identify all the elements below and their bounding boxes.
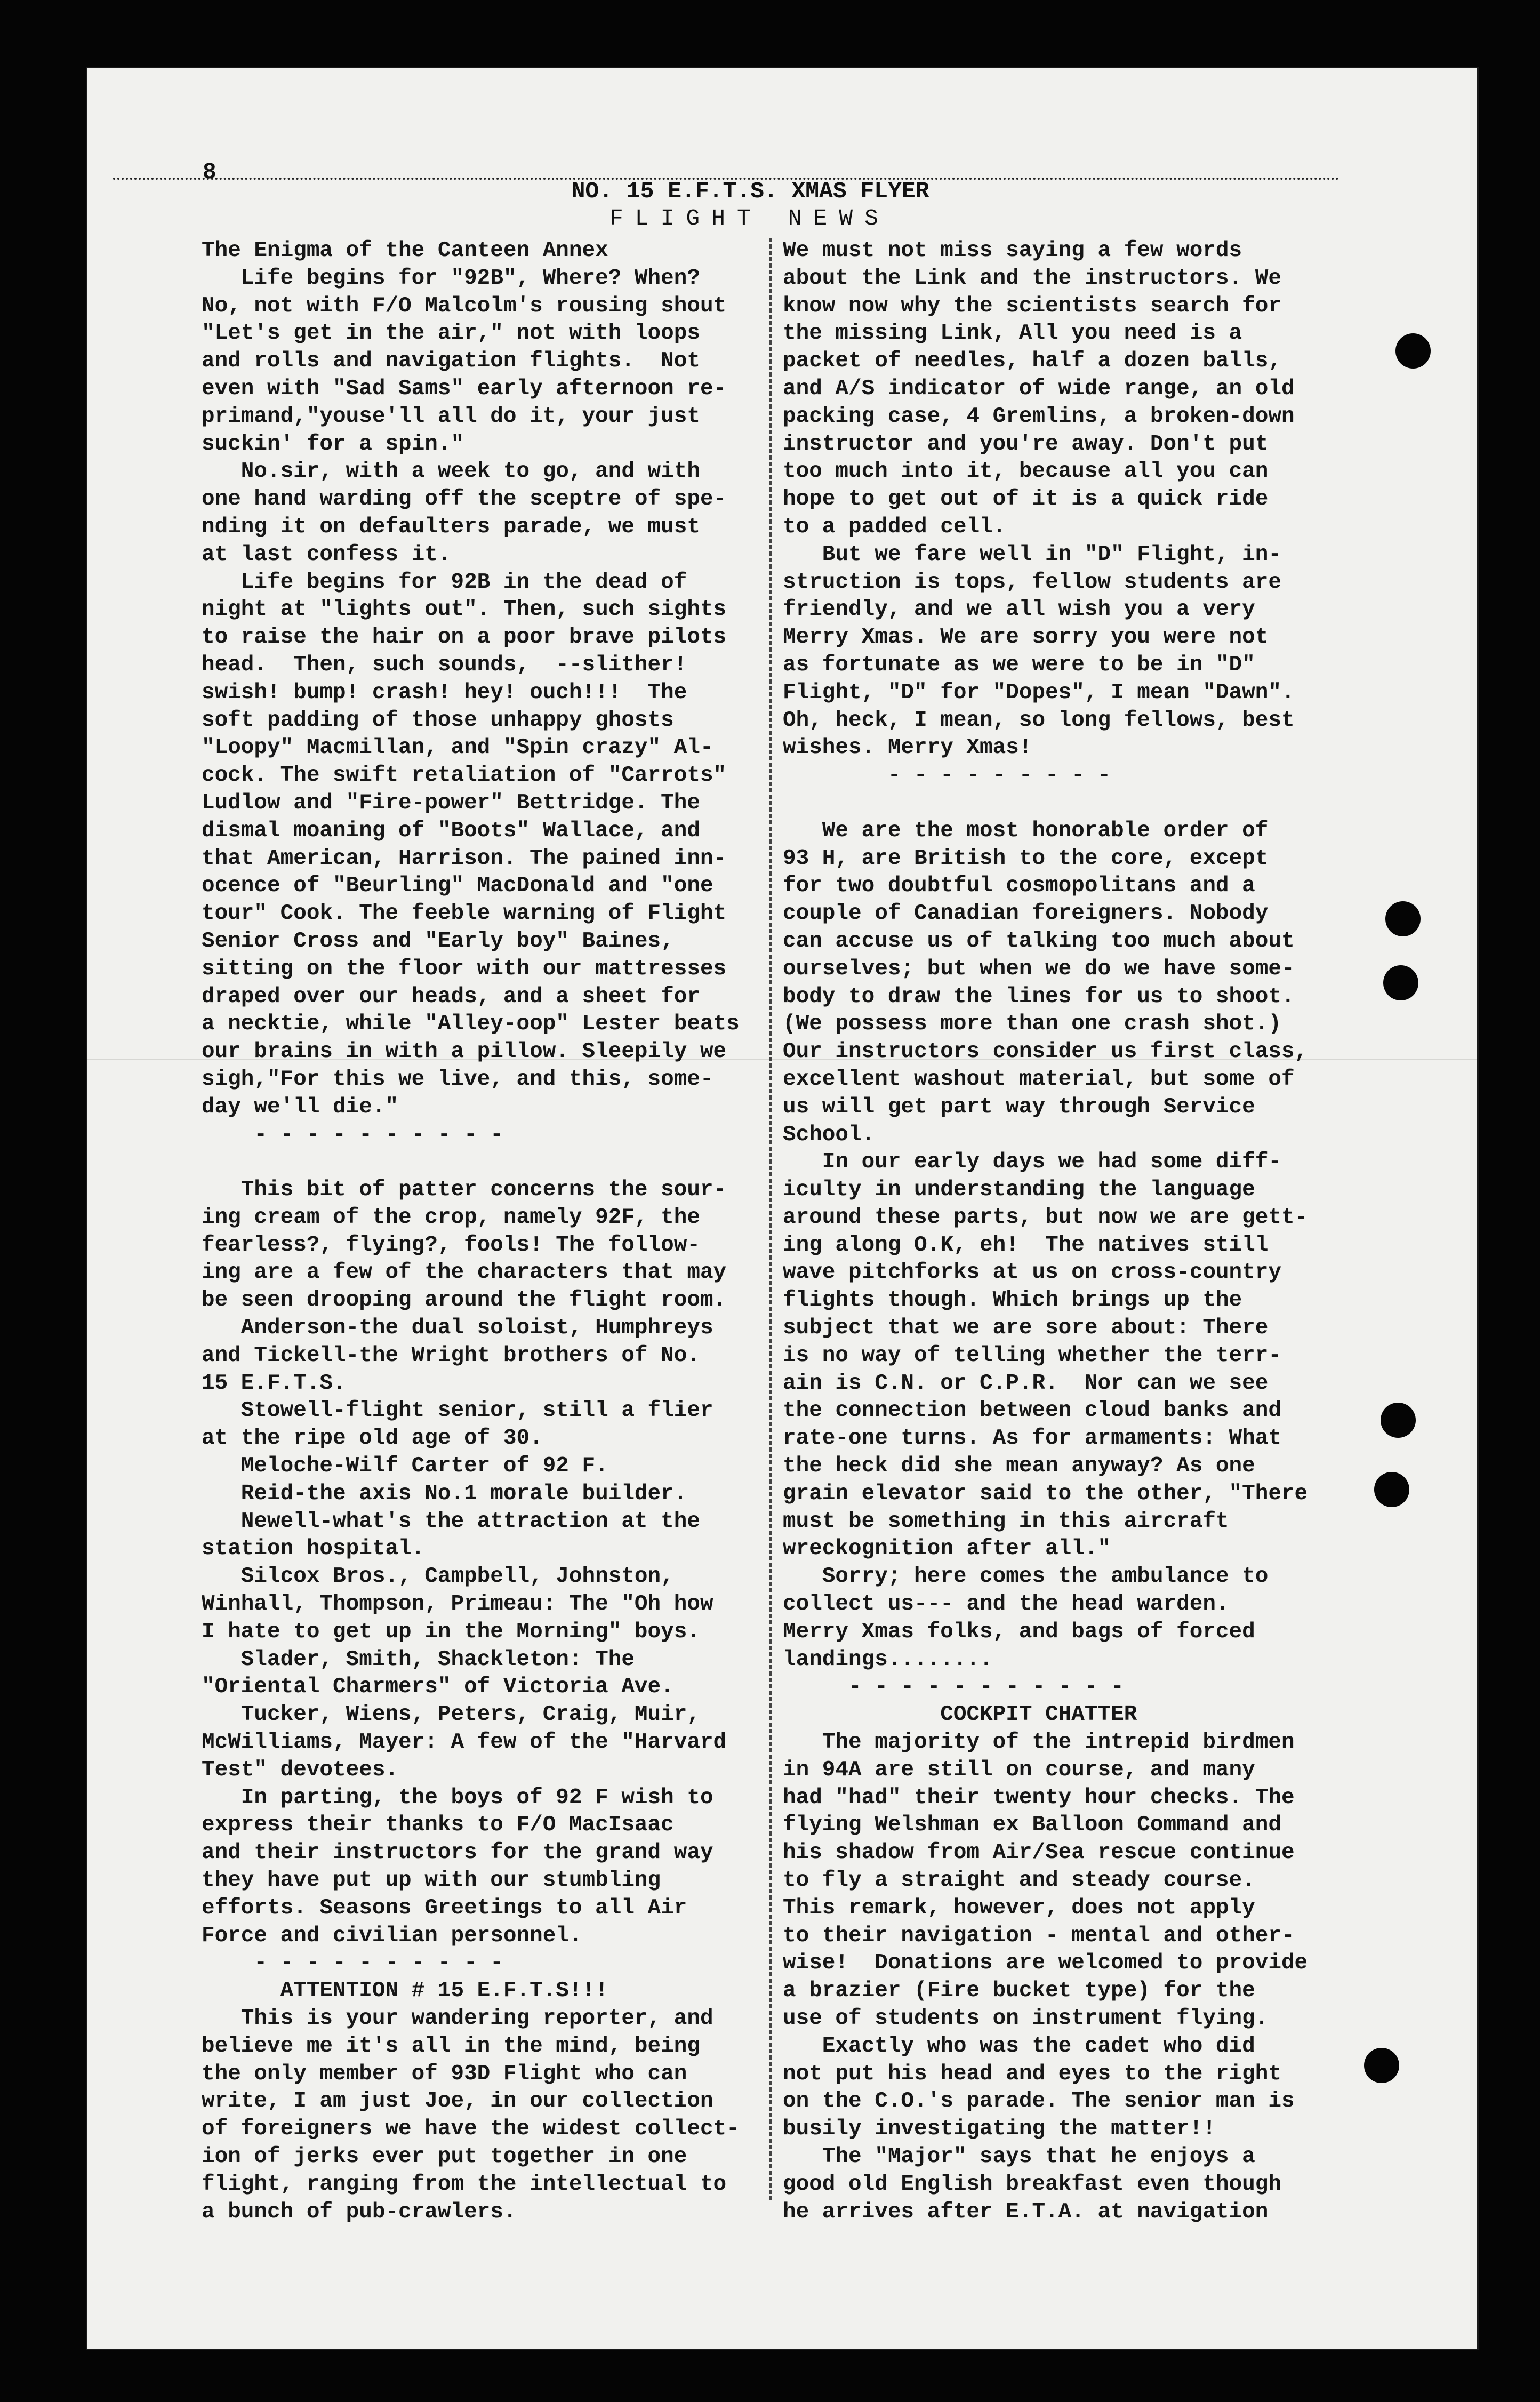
text-line: landings........ xyxy=(783,1647,993,1672)
text-line: the heck did she mean anyway? As one xyxy=(783,1454,1255,1479)
text-line: "Let's get in the air," not with loops xyxy=(202,321,700,346)
text-line: had "had" their twenty hour checks. The xyxy=(783,1785,1295,1810)
text-line: This remark, however, does not apply xyxy=(783,1895,1255,1920)
text-line: Our instructors consider us first class, xyxy=(783,1039,1308,1064)
text-line: I hate to get up in the Morning" boys. xyxy=(202,1619,700,1644)
text-line: Merry Xmas. We are sorry you were not xyxy=(783,625,1269,650)
text-line: for two doubtful cosmopolitans and a xyxy=(783,874,1255,899)
text-line: in 94A are still on course, and many xyxy=(783,1757,1255,1782)
text-line: Test" devotees. xyxy=(202,1757,399,1782)
text-line: good old English breakfast even though xyxy=(783,2172,1281,2197)
text-line: couple of Canadian foreigners. Nobody xyxy=(783,901,1269,926)
text-line: This bit of patter concerns the sour- xyxy=(202,1178,727,1203)
text-line: grain elevator said to the other, "There xyxy=(783,1481,1308,1506)
text-line: to raise the hair on a poor brave pilots xyxy=(202,625,727,650)
text-line: ocence of "Beurling" MacDonald and "one xyxy=(202,874,713,899)
text-line: and rolls and navigation flights. Not xyxy=(202,349,700,374)
text-line: - - - - - - - - - - - xyxy=(783,1675,1124,1700)
text-line: Newell-what's the attraction at the xyxy=(202,1509,700,1534)
text-line: he arrives after E.T.A. at navigation xyxy=(783,2199,1269,2224)
text-line: subject that we are sore about: There xyxy=(783,1316,1269,1341)
text-line: our brains in with a pillow. Sleepily we xyxy=(202,1039,727,1064)
newsletter-title-text: NO. 15 E.F.T.S. XMAS FLYER xyxy=(571,178,929,204)
text-line: and A/S indicator of wide range, an old xyxy=(783,376,1295,401)
text-line: COCKPIT CHATTER xyxy=(783,1702,1137,1727)
text-line: - - - - - - - - - - xyxy=(202,1122,503,1147)
punch-hole xyxy=(1364,2048,1399,2083)
text-line: write, I am just Joe, in our collection xyxy=(202,2089,713,2114)
text-line: sigh,"For this we live, and this, some- xyxy=(202,1067,713,1092)
text-line: rate-one turns. As for armaments: What xyxy=(783,1426,1281,1451)
text-line: wise! Donations are welcomed to provide xyxy=(783,1951,1308,1976)
text-line: Anderson-the dual soloist, Humphreys xyxy=(202,1316,713,1341)
text-line: day we'll die." xyxy=(202,1094,399,1119)
text-line: 15 E.F.T.S. xyxy=(202,1371,346,1396)
text-line: as fortunate as we were to be in "D" xyxy=(783,652,1255,677)
text-line: efforts. Seasons Greetings to all Air xyxy=(202,1895,687,1920)
text-line: must be something in this aircraft xyxy=(783,1509,1229,1534)
text-line: a necktie, while "Alley-oop" Lester beats xyxy=(202,1012,740,1037)
text-line: Life begins for 92B in the dead of xyxy=(202,570,687,595)
text-line: In our early days we had some diff- xyxy=(783,1150,1281,1175)
text-line: ion of jerks ever put together in one xyxy=(202,2144,687,2169)
text-line xyxy=(202,1149,756,1176)
text-line: Merry Xmas folks, and bags of forced xyxy=(783,1619,1255,1644)
right-column xyxy=(783,237,1337,2226)
text-line: Flight, "D" for "Dopes", I mean "Dawn". xyxy=(783,680,1295,705)
text-line: excellent washout material, but some of xyxy=(783,1067,1295,1092)
text-line: to their navigation - mental and other- xyxy=(783,1923,1295,1948)
text-line: hope to get out of it is a quick ride xyxy=(783,487,1269,512)
text-line: Stowell-flight senior, still a flier xyxy=(202,1398,713,1423)
text-line: to fly a straight and steady course. xyxy=(783,1868,1255,1893)
text-line: a brazier (Fire bucket type) for the xyxy=(783,1979,1255,2004)
text-line: station hospital. xyxy=(202,1536,425,1562)
text-line: Slader, Smith, Shackleton: The xyxy=(202,1647,635,1672)
text-line: to a padded cell. xyxy=(783,514,1006,539)
text-line: believe me it's all in the mind, being xyxy=(202,2033,700,2059)
text-line: swish! bump! crash! hey! ouch!!! The xyxy=(202,680,687,705)
text-line: soft padding of those unhappy ghosts xyxy=(202,708,674,733)
text-line: the only member of 93D Flight who can xyxy=(202,2061,687,2086)
text-line: iculty in understanding the language xyxy=(783,1178,1255,1203)
text-line: busily investigating the matter!! xyxy=(783,2117,1216,2142)
text-line: one hand warding off the sceptre of spe- xyxy=(202,487,727,512)
text-line: Force and civilian personnel. xyxy=(202,1923,582,1948)
text-line: Sorry; here comes the ambulance to xyxy=(783,1564,1269,1589)
punch-hole xyxy=(1385,901,1421,936)
text-line: fearless?, flying?, fools! The follow- xyxy=(202,1232,700,1258)
text-line: and Tickell-the Wright brothers of No. xyxy=(202,1343,700,1368)
text-line: (We possess more than one crash shot.) xyxy=(783,1012,1281,1037)
text-line: his shadow from Air/Sea rescue continue xyxy=(783,1840,1295,1865)
text-line: use of students on instrument flying. xyxy=(783,2006,1269,2031)
text-line: Senior Cross and "Early boy" Baines, xyxy=(202,928,674,954)
text-line: We must not miss saying a few words xyxy=(783,238,1242,263)
header-rule xyxy=(113,178,1340,180)
text-line: The "Major" says that he enjoys a xyxy=(783,2144,1255,2169)
text-line: flight, ranging from the intellectual to xyxy=(202,2172,727,2197)
text-line: In parting, the boys of 92 F wish to xyxy=(202,1785,713,1810)
text-line: Life begins for "92B", Where? When? xyxy=(202,266,700,291)
text-line: of foreigners we have the widest collect- xyxy=(202,2117,740,2142)
text-line: the missing Link, All you need is a xyxy=(783,321,1242,346)
text-line: No, not with F/O Malcolm's rousing shout xyxy=(202,293,727,318)
text-line: at last confess it. xyxy=(202,542,451,567)
text-line: primand,"youse'll all do it, your just xyxy=(202,404,700,429)
text-line: on the C.O.'s parade. The senior man is xyxy=(783,2089,1295,2114)
text-line: School. xyxy=(783,1122,875,1147)
text-line: can accuse us of talking too much about xyxy=(783,928,1295,954)
text-line: McWilliams, Mayer: A few of the "Harvard xyxy=(202,1730,727,1755)
text-line: tour" Cook. The feeble warning of Flight xyxy=(202,901,727,926)
text-line: collect us--- and the head warden. xyxy=(783,1592,1229,1617)
text-line: is no way of telling whether the terr- xyxy=(783,1343,1281,1368)
punch-hole xyxy=(1381,1403,1416,1438)
text-line: express their thanks to F/O MacIsaac xyxy=(202,1813,674,1838)
text-line: body to draw the lines for us to shoot. xyxy=(783,984,1295,1009)
text-line: 93 H, are British to the core, except xyxy=(783,846,1269,871)
text-line: head. Then, such sounds, --slither! xyxy=(202,652,687,677)
section-title: FLIGHT NEWS xyxy=(609,205,890,231)
text-line: cock. The swift retaliation of "Carrots" xyxy=(202,763,727,788)
text-line: wishes. Merry Xmas! xyxy=(783,735,1032,760)
text-line: friendly, and we all wish you a very xyxy=(783,597,1255,622)
text-line: us will get part way through Service xyxy=(783,1094,1255,1119)
text-line: sitting on the floor with our mattresses xyxy=(202,956,727,981)
text-line: ing are a few of the characters that may xyxy=(202,1260,727,1285)
text-line: flying Welshman ex Balloon Command and xyxy=(783,1813,1281,1838)
text-line: - - - - - - - - - - xyxy=(202,1951,503,1976)
text-line: be seen drooping around the flight room. xyxy=(202,1288,727,1313)
text-line: instructor and you're away. Don't put xyxy=(783,431,1269,457)
text-line: Winhall, Thompson, Primeau: The "Oh how xyxy=(202,1592,713,1617)
text-line: "Loopy" Macmillan, and "Spin crazy" Al- xyxy=(202,735,713,760)
text-line: Reid-the axis No.1 morale builder. xyxy=(202,1481,687,1506)
text-line: they have put up with our stumbling xyxy=(202,1868,661,1893)
text-line: ourselves; but when we do we have some- xyxy=(783,956,1295,981)
text-line: about the Link and the instructors. We xyxy=(783,266,1281,291)
text-line: that American, Harrison. The pained inn- xyxy=(202,846,727,871)
punch-hole xyxy=(1395,333,1431,369)
text-line: wave pitchforks at us on cross-country xyxy=(783,1260,1281,1285)
text-line: Exactly who was the cadet who did xyxy=(783,2033,1255,2059)
text-line: night at "lights out". Then, such sights xyxy=(202,597,727,622)
text-line: packet of needles, half a dozen balls, xyxy=(783,349,1281,374)
text-line: Ludlow and "Fire-power" Bettridge. The xyxy=(202,790,700,815)
text-line: This is your wandering reporter, and xyxy=(202,2006,713,2031)
text-line: even with "Sad Sams" early afternoon re- xyxy=(202,376,727,401)
text-line: packing case, 4 Gremlins, a broken-down xyxy=(783,404,1295,429)
text-line: ATTENTION # 15 E.F.T.S!!! xyxy=(202,1979,608,2004)
text-line: not put his head and eyes to the right xyxy=(783,2061,1281,2086)
text-line: at the ripe old age of 30. xyxy=(202,1426,543,1451)
text-line: a bunch of pub-crawlers. xyxy=(202,2199,517,2224)
text-line: We are the most honorable order of xyxy=(783,818,1269,843)
text-line: the connection between cloud banks and xyxy=(783,1398,1281,1423)
column-divider xyxy=(769,238,772,2200)
text-line: Meloche-Wilf Carter of 92 F. xyxy=(202,1454,608,1479)
text-line: No.sir, with a week to go, and with xyxy=(202,459,700,484)
text-line: too much into it, because all you can xyxy=(783,459,1269,484)
text-line: Tucker, Wiens, Peters, Craig, Muir, xyxy=(202,1702,700,1727)
text-line: and their instructors for the grand way xyxy=(202,1840,713,1865)
text-line: - - - - - - - - - xyxy=(783,763,1111,788)
text-line: suckin' for a spin." xyxy=(202,431,464,457)
text-line: Silcox Bros., Campbell, Johnston, xyxy=(202,1564,674,1589)
text-line: "Oriental Charmers" of Victoria Ave. xyxy=(202,1675,674,1700)
text-line: ain is C.N. or C.P.R. Nor can we see xyxy=(783,1371,1269,1396)
text-line: around these parts, but now we are gett- xyxy=(783,1205,1308,1230)
text-line xyxy=(783,790,1337,818)
text-line: ing cream of the crop, namely 92F, the xyxy=(202,1205,700,1230)
text-line: ing along O.K, eh! The natives still xyxy=(783,1232,1269,1258)
text-line: wreckognition after all." xyxy=(783,1536,1111,1562)
punch-hole xyxy=(1383,965,1418,1000)
text-line: The majority of the intrepid birdmen xyxy=(783,1730,1295,1755)
left-column xyxy=(202,237,756,2226)
text-line: know now why the scientists search for xyxy=(783,293,1281,318)
text-line: But we fare well in "D" Flight, in- xyxy=(783,542,1281,567)
text-line: dismal moaning of "Boots" Wallace, and xyxy=(202,818,700,843)
text-line: draped over our heads, and a sheet for xyxy=(202,984,700,1009)
page-number: 8 xyxy=(203,159,216,185)
text-line: nding it on defaulters parade, we must xyxy=(202,514,700,539)
text-line: The Enigma of the Canteen Annex xyxy=(202,238,608,263)
text-line: Oh, heck, I mean, so long fellows, best xyxy=(783,708,1295,733)
text-line: struction is tops, fellow students are xyxy=(783,570,1281,595)
text-line: flights though. Which brings up the xyxy=(783,1288,1242,1313)
punch-hole xyxy=(1374,1472,1409,1507)
